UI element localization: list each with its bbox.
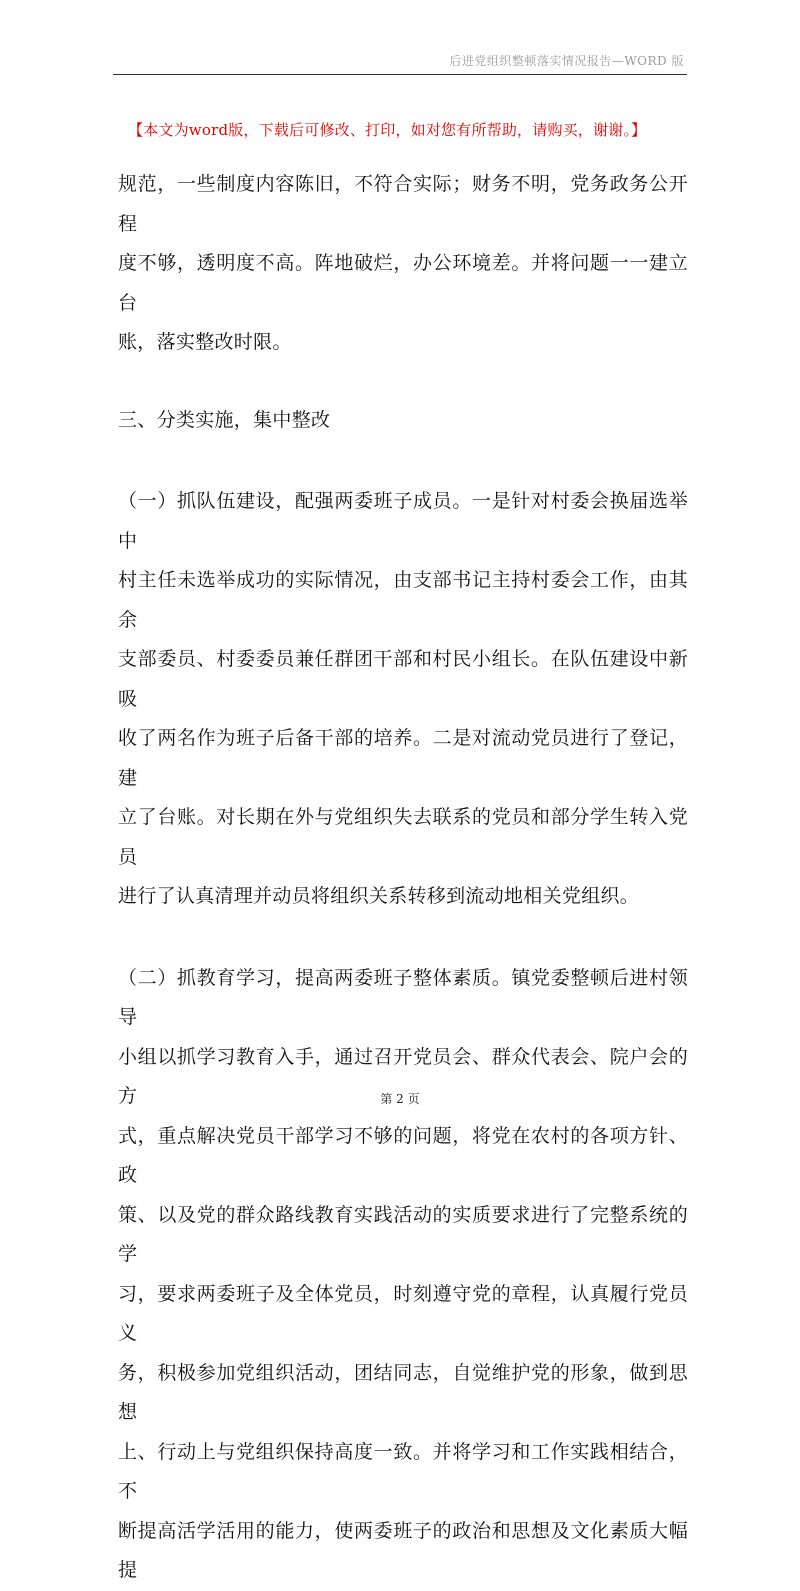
page-number: 第 2 页	[380, 1092, 420, 1106]
text-line: 支部委员、村委委员兼任群团干部和村民小组长。在队伍建设中新吸	[118, 648, 688, 710]
header-divider	[113, 74, 687, 75]
paragraph-problems	[118, 165, 688, 363]
text-line: 务，积极参加党组织活动，团结同志，自觉维护党的形象，做到思想	[118, 1361, 688, 1423]
download-notice: 【本文为word版，下载后可修改、打印，如对您有所帮助，请购买，谢谢。】	[128, 121, 647, 139]
document-body	[118, 165, 688, 1591]
document-header-title: 后进党组织整顿落实情况报告—WORD 版	[449, 54, 684, 68]
text-line: 规范，一些制度内容陈旧，不符合实际；财务不明，党务政务公开程	[118, 173, 688, 235]
section-heading-3: 三、分类实施，集中整改	[118, 408, 331, 431]
text-line: 收了两名作为班子后备干部的培养。二是对流动党员进行了登记，建	[118, 727, 688, 789]
text-line: 进行了认真清理并动员将组织关系转移到流动地相关党组织。	[118, 885, 640, 907]
text-line: 账，落实整改时限。	[118, 331, 292, 353]
text-line: 策、以及党的群众路线教育实践活动的实质要求进行了完整系统的学	[118, 1203, 688, 1265]
paragraph-education	[118, 959, 688, 1591]
text-line: （一）抓队伍建设，配强两委班子成员。一是针对村委会换届选举中	[118, 490, 688, 552]
text-line: 小组以抓学习教育入手，通过召开党员会、群众代表会、院户会的方	[118, 1045, 688, 1107]
paragraph-team-building	[118, 482, 688, 917]
text-line: 断提高活学活用的能力，使两委班子的政治和思想及文化素质大幅提	[118, 1519, 688, 1581]
text-line: 式，重点解决党员干部学习不够的问题，将党在农村的各项方针、政	[118, 1124, 688, 1186]
text-line: 习，要求两委班子及全体党员，时刻遵守党的章程，认真履行党员义	[118, 1282, 688, 1344]
text-line: 度不够，透明度不高。阵地破烂，办公环境差。并将问题一一建立台	[118, 252, 688, 314]
text-line: 村主任未选举成功的实际情况，由支部书记主持村委会工作，由其余	[118, 569, 688, 631]
text-line: （二）抓教育学习，提高两委班子整体素质。镇党委整顿后进村领导	[118, 966, 688, 1028]
text-line: 上、行动上与党组织保持高度一致。并将学习和工作实践相结合，不	[118, 1440, 688, 1502]
text-line: 立了台账。对长期在外与党组织失去联系的党员和部分学生转入党员	[118, 806, 688, 868]
